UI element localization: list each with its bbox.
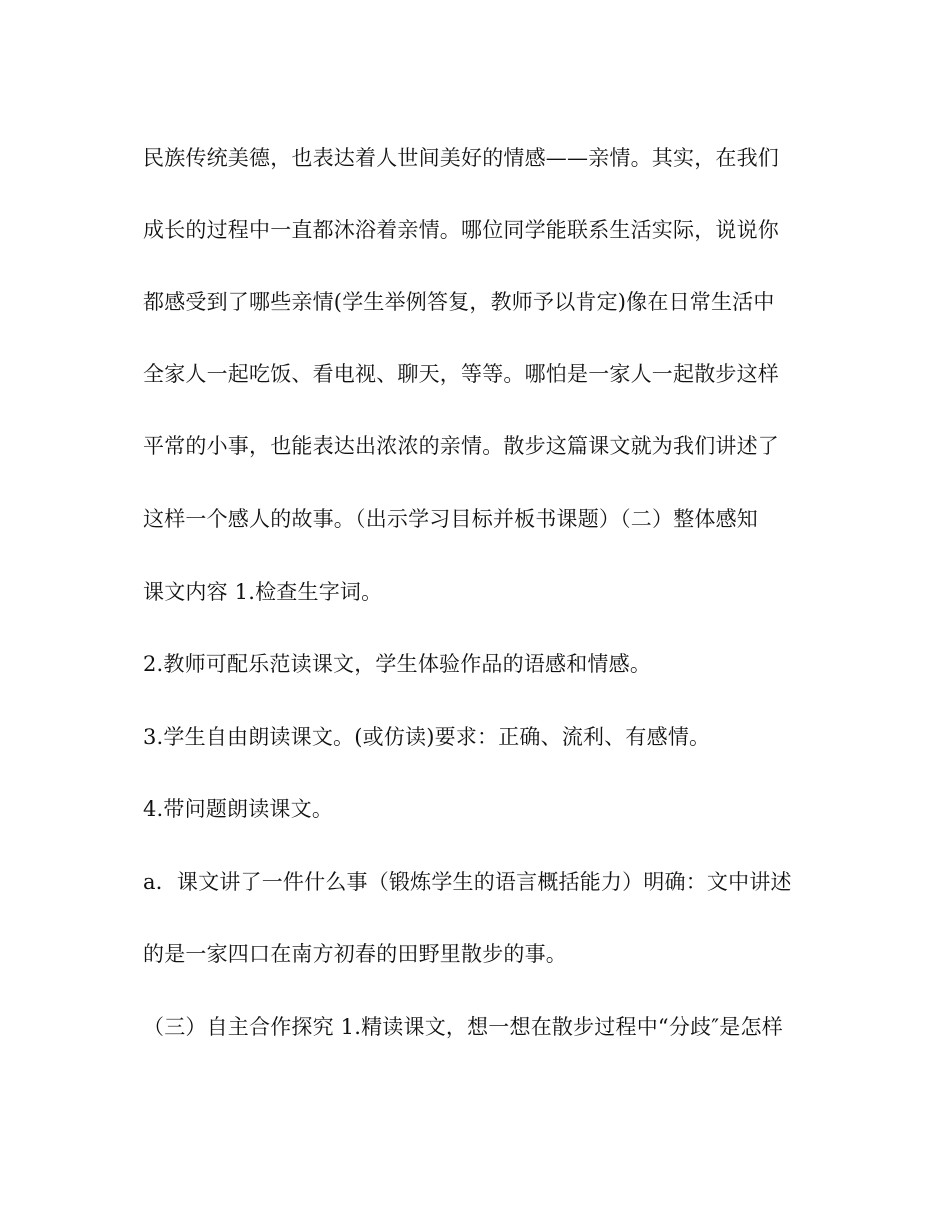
text-line: 的是一家四口在南方初春的田野里散步的事。 (143, 942, 567, 966)
text-line: 平常的小事，也能表达出浓浓的亲情。散步这篇课文就为我们讲述了 (143, 434, 779, 458)
text-line: 2.教师可配乐范读课文，学生体验作品的语感和情感。 (143, 652, 652, 676)
text-line: 4.带问题朗读课文。 (143, 797, 334, 821)
text-line: 课文内容 1.检查生字词。 (143, 580, 383, 604)
text-line: a．课文讲了一件什么事（锻炼学生的语言概括能力）明确：文中讲述 (143, 870, 792, 894)
text-line: 民族传统美德，也表达着人世间美好的情感——亲情。其实，在我们 (143, 146, 779, 170)
text-line: （三）自主合作探究 1.精读课文，想一想在散步过程中“分歧″是怎样 (143, 1015, 783, 1039)
text-line: 这样一个感人的故事。（出示学习目标并板书课题）（二）整体感知 (143, 507, 758, 531)
text-line: 都感受到了哪些亲情(学生举例答复，教师予以肯定)像在日常生活中 (143, 290, 775, 314)
text-line: 全家人一起吃饭、看电视、聊天，等等。哪怕是一家人一起散步这样 (143, 362, 779, 386)
text-line: 成长的过程中一直都沐浴着亲情。哪位同学能联系生活实际，说说你 (143, 218, 779, 242)
text-line: 3.学生自由朗读课文。(或仿读)要求：正确、流利、有感情。 (143, 725, 711, 749)
